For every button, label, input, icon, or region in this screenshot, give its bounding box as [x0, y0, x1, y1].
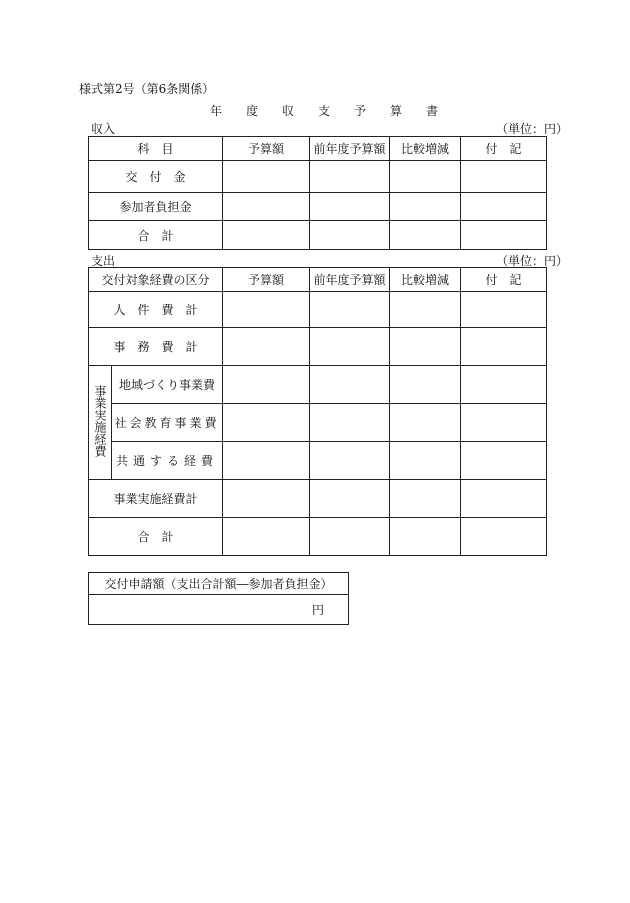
income-cell-budget[interactable] — [223, 193, 310, 221]
income-header-row — [89, 137, 547, 161]
income-row-label: 参加者負担金 — [89, 193, 223, 221]
expense-cell-difference[interactable] — [390, 404, 461, 442]
expense-header-notes: 付 記 — [461, 268, 547, 292]
expense-cell-notes[interactable] — [461, 404, 547, 442]
income-cell-difference[interactable] — [390, 161, 461, 193]
table-row — [89, 404, 547, 442]
expense-cell-difference[interactable] — [390, 292, 461, 328]
expense-cell-budget[interactable] — [223, 328, 310, 366]
expense-cell-prev-budget[interactable] — [310, 404, 390, 442]
income-header-notes: 付 記 — [461, 137, 547, 161]
income-cell-prev-budget[interactable] — [310, 193, 390, 221]
income-header-prev-budget: 前年度予算額 — [310, 137, 390, 161]
income-row-label: 合 計 — [89, 221, 223, 250]
table-row — [89, 221, 547, 250]
income-cell-notes[interactable] — [461, 161, 547, 193]
expense-group-label — [89, 366, 112, 480]
expense-cell-budget[interactable] — [223, 480, 310, 518]
income-cell-prev-budget[interactable] — [310, 221, 390, 250]
expense-cell-difference[interactable] — [390, 442, 461, 480]
expense-section-label: 支出 — [91, 254, 116, 268]
income-cell-difference[interactable] — [390, 221, 461, 250]
expense-cell-difference[interactable] — [390, 328, 461, 366]
expense-cell-notes[interactable] — [461, 518, 547, 556]
expense-cell-notes[interactable] — [461, 480, 547, 518]
application-amount-unit: 円 — [311, 603, 324, 617]
expense-cell-prev-budget[interactable] — [310, 328, 390, 366]
income-cell-budget[interactable] — [223, 221, 310, 250]
expense-row-sub: 社会教育事業費 — [112, 404, 223, 442]
expense-header-category: 交付対象経費の区分 — [89, 268, 223, 292]
income-header-budget: 予算額 — [223, 137, 310, 161]
expense-cell-budget[interactable] — [223, 404, 310, 442]
expense-cell-budget[interactable] — [223, 292, 310, 328]
income-cell-budget[interactable] — [223, 161, 310, 193]
expense-cell-budget[interactable] — [223, 442, 310, 480]
table-row — [89, 193, 547, 221]
income-row-label: 交 付 金 — [89, 161, 223, 193]
expense-unit-label: （単位：円） — [496, 254, 569, 268]
expense-table — [88, 267, 547, 556]
expense-cell-budget[interactable] — [223, 366, 310, 404]
expense-cell-notes[interactable] — [461, 366, 547, 404]
income-cell-notes[interactable] — [461, 193, 547, 221]
table-row — [89, 328, 547, 366]
expense-cell-prev-budget[interactable] — [310, 518, 390, 556]
income-section-label: 収入 — [91, 122, 116, 136]
income-header-subject: 科 目 — [89, 137, 223, 161]
expense-row-sub: 共通する経費 — [112, 442, 223, 480]
table-row — [89, 480, 547, 518]
expense-row-project-total: 事業実施経費計 — [89, 480, 223, 518]
expense-cell-difference[interactable] — [390, 518, 461, 556]
expense-cell-prev-budget[interactable] — [310, 292, 390, 328]
expense-cell-notes[interactable] — [461, 292, 547, 328]
table-row — [89, 292, 547, 328]
expense-cell-difference[interactable] — [390, 366, 461, 404]
expense-cell-difference[interactable] — [390, 480, 461, 518]
form-label: 様式第2号（第6条関係） — [79, 82, 215, 96]
table-row — [89, 161, 547, 193]
income-cell-difference[interactable] — [390, 193, 461, 221]
income-cell-notes[interactable] — [461, 221, 547, 250]
expense-header-difference: 比較増減 — [390, 268, 461, 292]
table-row — [89, 518, 547, 556]
table-row — [89, 442, 547, 480]
expense-group-label-text: 事業実施経費 — [93, 385, 107, 457]
expense-header-row — [89, 268, 547, 292]
expense-row-office: 事 務 費 計 — [89, 328, 223, 366]
expense-cell-notes[interactable] — [461, 328, 547, 366]
application-amount-label: 交付申請額（支出合計額―参加者負担金） — [89, 573, 349, 595]
application-amount-field[interactable] — [89, 595, 349, 625]
expense-cell-budget[interactable] — [223, 518, 310, 556]
expense-row-total: 合 計 — [89, 518, 223, 556]
expense-header-prev-budget: 前年度予算額 — [310, 268, 390, 292]
income-table — [88, 136, 547, 250]
expense-header-budget: 予算額 — [223, 268, 310, 292]
income-unit-label: （単位：円） — [496, 122, 569, 136]
expense-cell-prev-budget[interactable] — [310, 442, 390, 480]
expense-cell-notes[interactable] — [461, 442, 547, 480]
expense-row-personnel: 人 件 費 計 — [89, 292, 223, 328]
expense-row-sub: 地域づくり事業費 — [112, 366, 223, 404]
table-row — [89, 366, 547, 404]
application-amount-table — [88, 572, 349, 625]
expense-cell-prev-budget[interactable] — [310, 366, 390, 404]
income-header-difference: 比較増減 — [390, 137, 461, 161]
income-cell-prev-budget[interactable] — [310, 161, 390, 193]
page-title: 年 度 収 支 予 算 書 — [210, 104, 445, 118]
expense-cell-prev-budget[interactable] — [310, 480, 390, 518]
